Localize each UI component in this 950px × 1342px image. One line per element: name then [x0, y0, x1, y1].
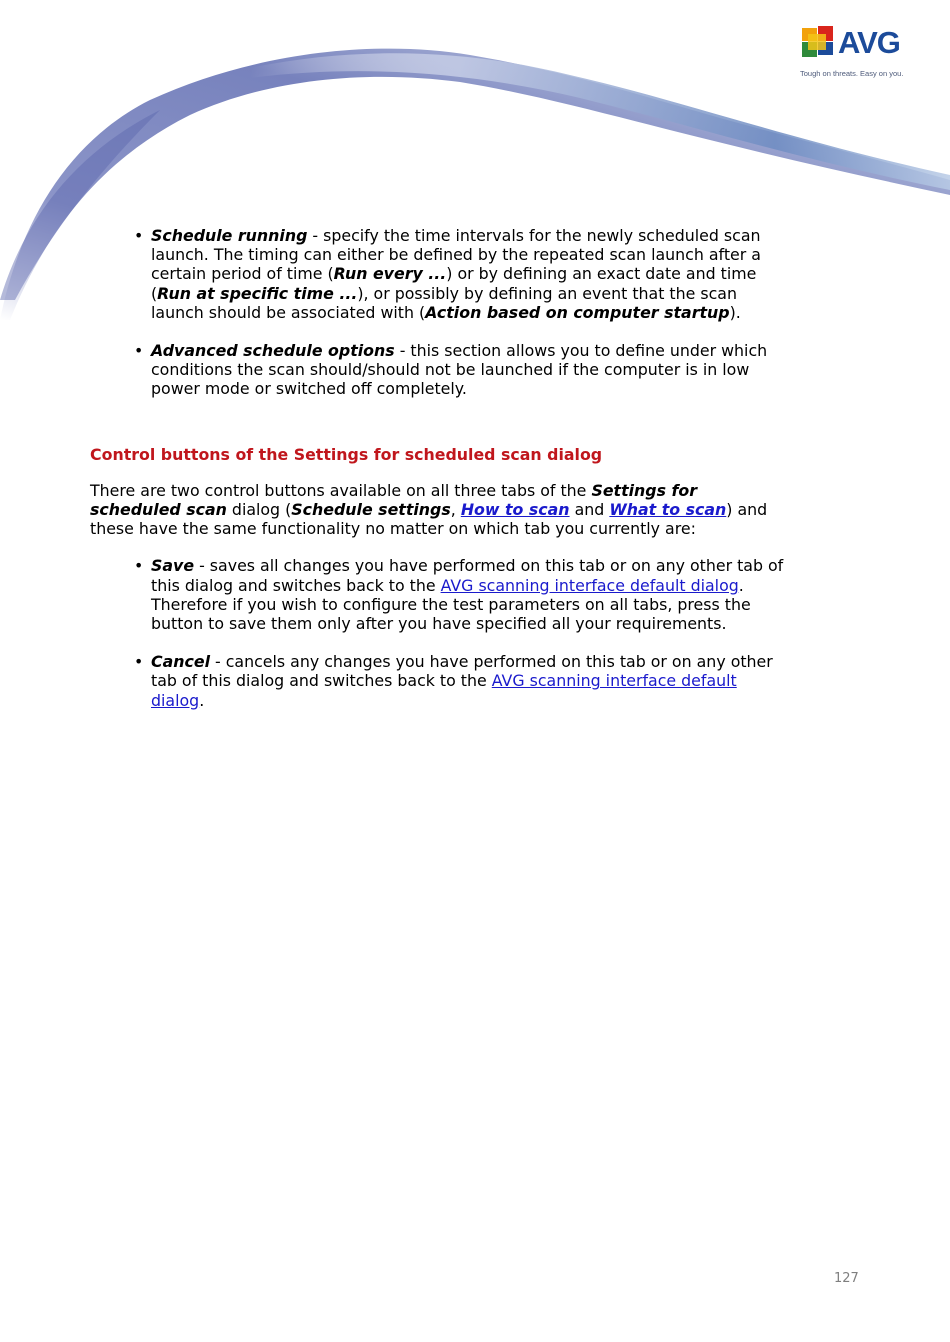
- term-advanced-schedule-options: Advanced schedule options: [151, 341, 395, 361]
- page-number: 127: [834, 1271, 859, 1286]
- item-text: ).: [729, 302, 741, 322]
- intro-text: ,: [450, 500, 461, 520]
- intro-text: There are two control buttons available on all three tabs of the: [90, 480, 592, 500]
- emphasis-action-based-on-startup: Action based on computer startup: [425, 302, 730, 322]
- emphasis-settings-for-scheduled-scan: Settings for scheduled scan: [90, 480, 698, 520]
- list-item-advanced-schedule-options: [151, 341, 790, 399]
- list-item-cancel: [151, 652, 790, 710]
- document-body: [90, 226, 790, 710]
- item-text: ), or possibly by defining an event that the scan launch should be associated with (: [151, 283, 737, 322]
- link-how-to-scan[interactable]: [461, 500, 570, 519]
- link-avg-scanning-interface-default-dialog[interactable]: AVG scanning interface default dialog: [440, 575, 739, 595]
- intro-text: and: [569, 500, 610, 520]
- item-text: - cancels any changes you have performed on this tab or on any other tab of this dialog and switches back to the: [151, 652, 773, 691]
- intro-text: dialog (: [226, 500, 292, 520]
- emphasis-schedule-settings: Schedule settings: [291, 500, 451, 520]
- link-what-to-scan[interactable]: [609, 500, 726, 519]
- list-item-schedule-running: [151, 226, 790, 322]
- item-text: - this section allows you to define under which conditions the scan should/should not be launched if the computer is in low power mode or switched off completely.: [151, 341, 768, 399]
- avg-logo-tagline: Tough on threats. Easy on you.: [800, 69, 904, 78]
- schedule-options-list: [90, 226, 790, 399]
- item-text: . Therefore if you wish to configure the test parameters on all tabs, press the button to save them only after you have specified all your requirements.: [151, 575, 751, 634]
- item-text: - specify the time intervals for the newly scheduled scan launch. The timing can either be defined by the repeated scan launch after a certain period of time (: [151, 226, 761, 284]
- avg-logo-wordmark: AVG: [838, 25, 900, 60]
- link-avg-scanning-interface-default-dialog[interactable]: AVG scanning interface default dialog: [151, 671, 737, 710]
- item-text: .: [199, 690, 205, 710]
- term-schedule-running: Schedule running: [151, 226, 308, 245]
- link-what-to-scan-label: What to scan: [609, 500, 727, 520]
- term-save: Save: [151, 556, 195, 576]
- intro-text: ) and these have the same functionality no matter on which tab you currently are:: [90, 500, 768, 539]
- avg-logo-mark-icon: [800, 24, 836, 60]
- list-item-save: [151, 556, 790, 633]
- avg-logo: [800, 24, 910, 84]
- emphasis-run-at-specific-time: Run at specific time ...: [157, 283, 358, 303]
- item-text: ) or by defining an exact date and time (: [151, 264, 757, 303]
- section-heading: Control buttons of the Settings for scheduled scan dialog: [90, 444, 603, 464]
- item-text: - saves all changes you have performed on this tab or on any other tab of this dialog and switches back to the: [151, 556, 784, 595]
- term-cancel: Cancel: [151, 652, 210, 672]
- control-buttons-list: [90, 556, 790, 709]
- intro-paragraph: [90, 481, 790, 539]
- link-how-to-scan-label: How to scan: [460, 500, 570, 520]
- emphasis-run-every: Run every ...: [333, 264, 447, 284]
